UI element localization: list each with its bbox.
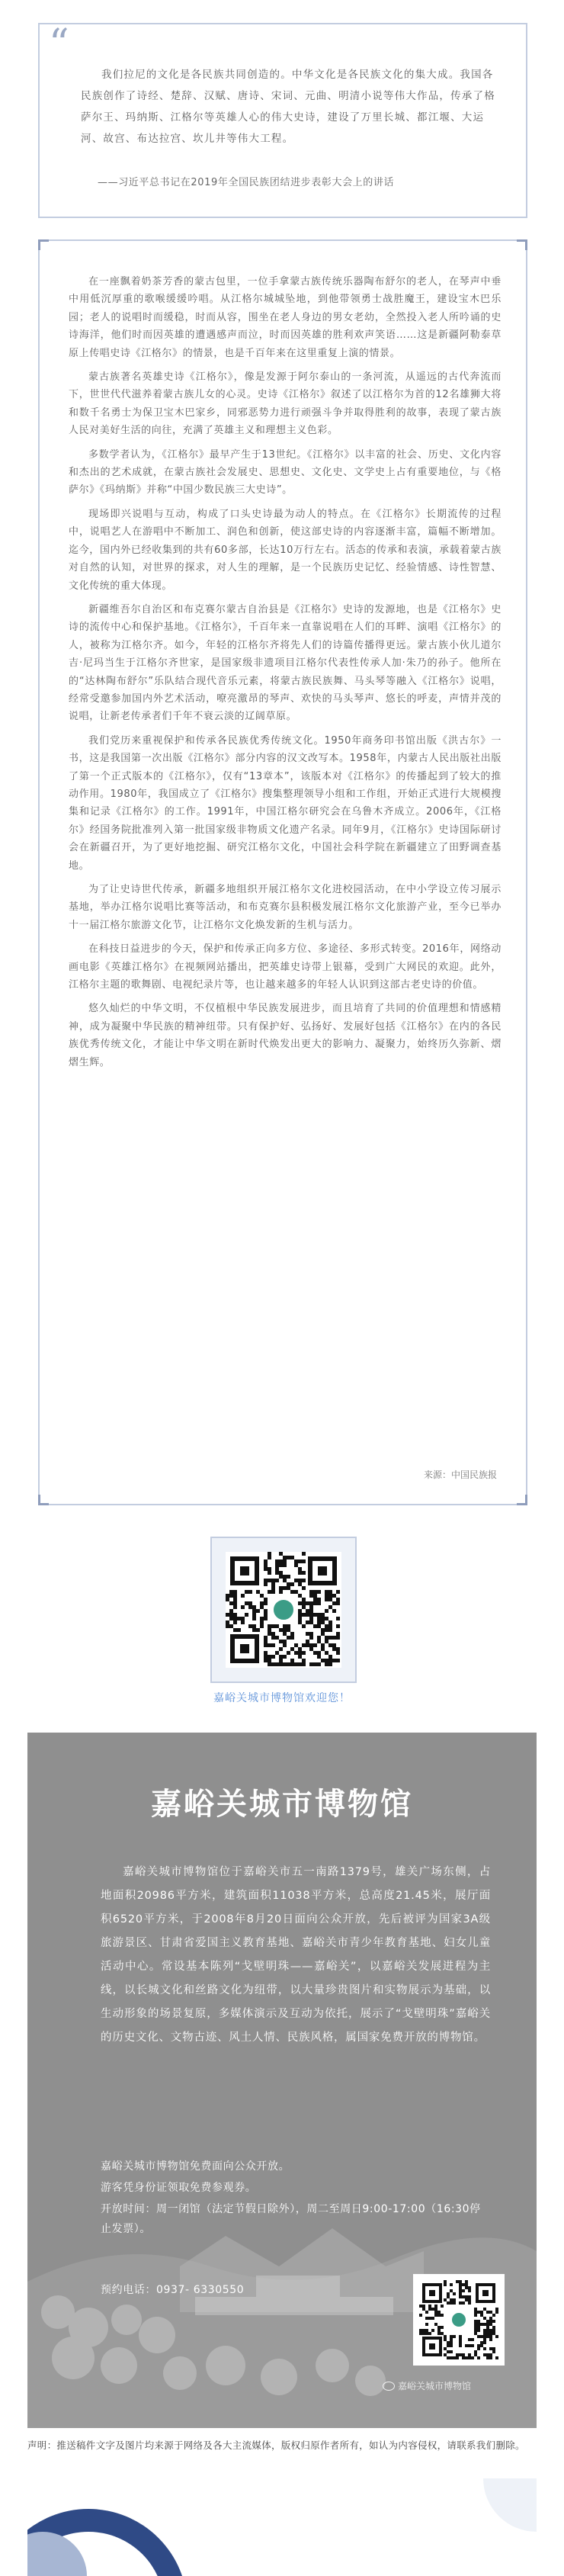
museum-phone: 预约电话：0937- 6330550	[101, 2284, 245, 2296]
qr-module	[283, 1643, 287, 1647]
qr-module	[431, 2317, 434, 2320]
museum-info-line: 嘉峪关城市博物馆免费面向公众开放。	[101, 2160, 290, 2173]
qr-module	[477, 2356, 480, 2359]
welcome-text: 嘉峪关城市博物馆欢迎您！	[213, 1692, 351, 1704]
qr-module	[441, 2314, 444, 2317]
corner-decoration	[517, 239, 527, 250]
qr-module	[336, 1651, 340, 1655]
qr-code-icon[interactable]	[226, 1552, 341, 1668]
qr-module	[302, 1662, 306, 1666]
wechat-icon	[383, 2382, 395, 2391]
article-paragraph: 在一座飘着奶茶芳香的蒙古包里，一位手拿蒙古族传统乐器陶布舒尔的老人，在琴声中垂中用低沉厚重的歌喉缓缓吟唱。从江格尔城城坠地，到他带领勇士战胜魔王，建设宝木巴乐园；老人的说唱时而缓稳，时而从容，围坐在老人身边的男女老幼，全然投入老人所吟诵的史诗海洋，他们时而因英雄的遭遇感声而泣，时而因英雄的胜利欢声笑语……这是新疆阿勒泰草原上传唱史诗《江格尔》的情景，也是千百年来在这里重复上演的情景。	[69, 276, 502, 359]
article-paragraph: 现场即兴说唱与互动，构成了口头史诗最为动人的特点。在《江格尔》长期流传的过程中，说唱艺人在游唱中不断加工、润色和创新，使这部史诗的内容逐渐丰富，篇幅不断增加。迄今，国内外已经收集到的共有60多部，长达10万行左右。活态的传承和表演，承载着蒙古族对自然的认知，对世界的探求，对人生的理解，是一个民族历史记忆、经验情感、诗性智慧、文化传统的重大体现。	[69, 508, 502, 592]
qr-module	[271, 1643, 275, 1647]
article-paragraph: 为了让史诗世代传承，新疆多地组织开展江格尔文化进校园活动，在中小学设立传习展示基地，举办江格尔说唱比赛等活动，和布克赛尔县积极发展江格尔文化旅游产业，至今已举办十一届江格尔旅游文化节，让江格尔文化焕发新的生机与活力。	[69, 884, 502, 931]
corner-decoration	[517, 1495, 527, 1505]
qr-module	[283, 1655, 287, 1659]
qr-module	[256, 1609, 260, 1613]
qr-module	[495, 2356, 498, 2359]
article-box	[38, 239, 527, 1505]
qr-module	[275, 1579, 279, 1582]
qr-module	[462, 2301, 465, 2305]
qr-module	[450, 2350, 453, 2353]
qr-module	[425, 2311, 428, 2314]
qr-module	[431, 2329, 434, 2332]
account-watermark	[383, 2379, 471, 2392]
qr-module	[279, 1590, 283, 1594]
qr-module	[474, 2314, 477, 2317]
qr-module	[237, 1628, 241, 1632]
qr-module	[287, 1651, 290, 1655]
quote-text: 我们拉尼的文化是各民族共同创造的。中华文化是各民族文化的集大成。我国各民族创作了诗经、楚辞、汉赋、唐诗、宋词、元曲、明清小说等伟大作品，传承了格萨尔王、玛纳斯、江格尔等英雄人心的伟大史诗，建设了万里长城、都江堰、大运河、故宫、布达拉宫、坎儿井等伟大工程。	[81, 69, 495, 145]
qr-logo-icon	[450, 2311, 468, 2329]
qr-module	[483, 2341, 486, 2344]
footer-decoration	[27, 2478, 537, 2576]
qr-module	[302, 1651, 306, 1655]
qr-module	[252, 1617, 256, 1620]
qr-module	[332, 1609, 336, 1613]
article-body	[69, 273, 502, 1078]
qr-module	[495, 2311, 498, 2314]
qr-module	[492, 2320, 495, 2323]
article-paragraph: 悠久灿烂的中华文明，不仅植根中华民族发展进步，而且培育了共同的价值理想和情感精神，成为凝聚中华民族的精神纽带。只有保护好、弘扬好、发展好包括《江格尔》在内的各民族优秀传统文化，才能让中华文明在新时代焕发出更大的影响力、凝聚力，始终历久弥新、熠熠生辉。	[69, 1003, 502, 1068]
qr-module	[462, 2289, 465, 2292]
qr-module	[477, 2347, 480, 2350]
qr-module	[489, 2338, 492, 2341]
article-paragraph: 蒙古族著名英雄史诗《江格尔》，像是发源于阿尔泰山的一条河流，从遥远的古代奔流而下，世世代代滋养着蒙古族儿女的心灵。史诗《江格尔》叙述了以江格尔为首的12名雄狮大将和数千名勇士为保卫宝木巴家乡，同邪恶势力进行顽强斗争并取得胜利的故事，表现了蒙古族人民对美好生活的向往，充满了英雄主义和理想主义色彩。	[69, 371, 502, 437]
qr-module	[489, 2356, 492, 2359]
qr-module	[336, 1636, 340, 1640]
qr-logo-icon	[271, 1598, 296, 1622]
qr-module	[302, 1579, 306, 1582]
article-paragraph: 我们党历来重视保护和传承各民族优秀传统文化。1950年商务印书馆出版《洪古尔》一书，这是我国第一次出版《江格尔》部分内容的汉文改写本。1958年，内蒙古人民出版社出版了第一个正式版本的《江格尔》，仅有“13章本”，该版本对《江格尔》的传播起到了较大的推动作用。1980年，我国成立了《江格尔》搜集整理领导小组和工作组，开始正式进行大规模搜集和记录《江格尔》的工作。1991年，中国江格尔研究会在乌鲁木齐成立。2006年，《江格尔》经国务院批准列入第一批国家级非物质文化遗产名录。同年9月，《江格尔》史诗国际研讨会在新疆召开，为了更好地挖掘、研究江格尔文化，中国社会科学院在新疆建立了田野调查基地。	[69, 734, 502, 872]
qr-module	[264, 1617, 268, 1620]
qr-module	[471, 2356, 474, 2359]
qr-module	[256, 1628, 260, 1632]
qr-module	[241, 1605, 245, 1609]
quote-mark-icon: “	[49, 21, 69, 67]
museum-card	[27, 1733, 537, 2428]
qr-module	[336, 1624, 340, 1628]
qr-module	[336, 1617, 340, 1620]
quote-source: ——习近平总书记在2019年全国民族团结进步表彰大会上的讲话	[98, 177, 395, 188]
museum-info-line: 开放时间：周一闭馆（法定节假日除外），周二至周日9:00-17:00（16:30停止发票）。	[101, 2203, 481, 2235]
qr-module	[313, 1643, 317, 1647]
qr-module	[268, 1556, 271, 1559]
qr-module	[325, 1609, 328, 1613]
museum-qr-frame	[413, 2274, 505, 2366]
article-paragraph: 在科技日益进步的今天，保护和传承正向多方位、多途径、多形式转变。2016年，网络动画电影《英雄江格尔》在视频网站播出，把英雄史诗带上银幕，受到广大网民的欢迎。此外，江格尔主题的歌舞剧、电视纪录片等，也让越来越多的年轻人认识到这部古老史诗的价值。	[69, 943, 502, 991]
qr-module	[336, 1601, 340, 1605]
qr-module	[483, 2347, 486, 2350]
qr-module	[317, 1590, 321, 1594]
watermark-text: 嘉峪关城市博物馆	[398, 2381, 472, 2391]
qr-module	[317, 1662, 321, 1666]
qr-finder	[476, 2283, 495, 2303]
qr-module	[492, 2350, 495, 2353]
qr-module	[492, 2314, 495, 2317]
qr-module	[241, 1620, 245, 1624]
corner-decoration	[38, 239, 49, 250]
qr-finder	[422, 2283, 442, 2303]
qr-module	[302, 1624, 306, 1628]
qr-module	[444, 2283, 447, 2286]
qr-module	[287, 1575, 290, 1579]
museum-qr-code-icon[interactable]	[419, 2280, 498, 2359]
qr-module	[302, 1559, 306, 1563]
qr-module	[271, 1655, 275, 1659]
qr-module	[260, 1624, 264, 1628]
museum-info-line: 游客凭身份证领取免费参观券。	[101, 2182, 257, 2194]
qr-module	[245, 1613, 248, 1617]
qr-module	[317, 1601, 321, 1605]
qr-module	[441, 2326, 444, 2329]
qr-module	[453, 2335, 456, 2338]
article-paragraph: 多数学者认为，《江格尔》最早产生于13世纪。《江格尔》以丰富的社会、历史、文化内容和杰出的艺术成就，在蒙古族社会发展史、思想史、文化史、文学史上占有重要地位，与《格萨尔》《玛纳斯》并称“中国少数民族三大史诗”。	[69, 448, 502, 496]
qr-module	[248, 1590, 252, 1594]
qr-module	[309, 1636, 313, 1640]
qr-module	[328, 1628, 332, 1632]
qr-module	[495, 2335, 498, 2338]
qr-module	[336, 1659, 340, 1662]
qr-module	[468, 2301, 471, 2305]
qr-module	[425, 2323, 428, 2326]
qr-module	[477, 2329, 480, 2332]
article-source: 来源：中国民族报	[423, 1469, 497, 1480]
qr-module	[233, 1605, 237, 1609]
qr-module	[428, 2332, 431, 2335]
qr-module	[268, 1571, 271, 1575]
qr-module	[290, 1582, 294, 1586]
qr-module	[471, 2344, 474, 2347]
qr-module	[453, 2301, 456, 2305]
qr-module	[290, 1636, 294, 1640]
qr-module	[302, 1552, 306, 1556]
qr-module	[441, 2305, 444, 2308]
qr-module	[456, 2356, 459, 2359]
quote-box	[38, 23, 527, 218]
qr-finder	[422, 2337, 442, 2356]
footer-shapes	[27, 2478, 537, 2576]
disclaimer-text: 声明：推送稿件文字及图片均来源于网络及各大主流媒体，版权归原作者所有，如认为内容侵权，请联系我们删除。	[27, 2439, 525, 2451]
qr-module	[271, 1590, 275, 1594]
qr-code-frame	[210, 1537, 357, 1683]
qr-module	[279, 1647, 283, 1651]
corner-decoration	[38, 1495, 49, 1505]
museum-title: 嘉峪关城市博物馆	[151, 1786, 413, 1822]
qr-finder	[308, 1556, 337, 1585]
qr-module	[283, 1563, 287, 1567]
qr-finder	[230, 1556, 259, 1585]
qr-module	[233, 1620, 237, 1624]
qr-module	[264, 1601, 268, 1605]
qr-finder	[230, 1634, 259, 1663]
article-paragraph: 新疆维吾尔自治区和布克赛尔蒙古自治县是《江格尔》史诗的发源地，也是《江格尔》史诗的流传中心和保护基地。《江格尔》，千百年来一直靠说唱在人们的耳畔、演唱《江格尔》的人，被称为江格尔齐。如今，年轻的江格尔齐将先人们的诗篇传播得更远。蒙古族小伙儿道尔吉·尼玛当生于江格尔齐世家，是国家级非遗项目江格尔代表性传承人加·朱乃的孙子。他所在的“达林陶布舒尔”乐队结合现代音乐元素，将蒙古族民族舞、马头琴等融入《江格尔》说唱，经常受邀参加国内外艺术活动，嘹亮激昂的琴声、欢快的马头琴声、悠长的呼麦，声情并茂的说唱，让新老传承者们千年不衰云淡的辽阔草原。	[69, 603, 502, 723]
qr-module	[453, 2292, 456, 2295]
qr-module	[450, 2344, 453, 2347]
qr-module	[336, 1590, 340, 1594]
qr-module	[419, 2314, 422, 2317]
qr-module	[468, 2289, 471, 2292]
qr-module	[241, 1594, 245, 1598]
qr-module	[471, 2338, 474, 2341]
qr-module	[302, 1586, 306, 1590]
qr-module	[264, 1582, 268, 1586]
qr-module	[459, 2344, 462, 2347]
qr-module	[328, 1662, 332, 1666]
qr-module	[450, 2283, 453, 2286]
museum-description: 嘉峪关城市博物馆位于嘉峪关市五一南路1379号，雄关广场东侧，占地面积20986平方米，建筑面积11038平方米，总高度21.45米，展厅面积6520平方米，于2008年8月20日面向公众开放，先后被评为国家3A级旅游景区、甘肃省爱国主义教育基地、嘉峪关市青少年教育基地、妇女儿童活动中心。常设基本陈列“戈壁明珠——嘉峪关”，以嘉峪关发展进程为主线，以长城文化和丝路文化为纽带，以大量珍贵图片和实物展示为基础，以生动形象的场景复原，多媒体演示及互动为依托，展示了“戈壁明珠”嘉峪关的历史文化、文物古迹、风土人情、民族风格，属国家免费开放的博物馆。	[101, 1866, 491, 2044]
qr-module	[302, 1571, 306, 1575]
